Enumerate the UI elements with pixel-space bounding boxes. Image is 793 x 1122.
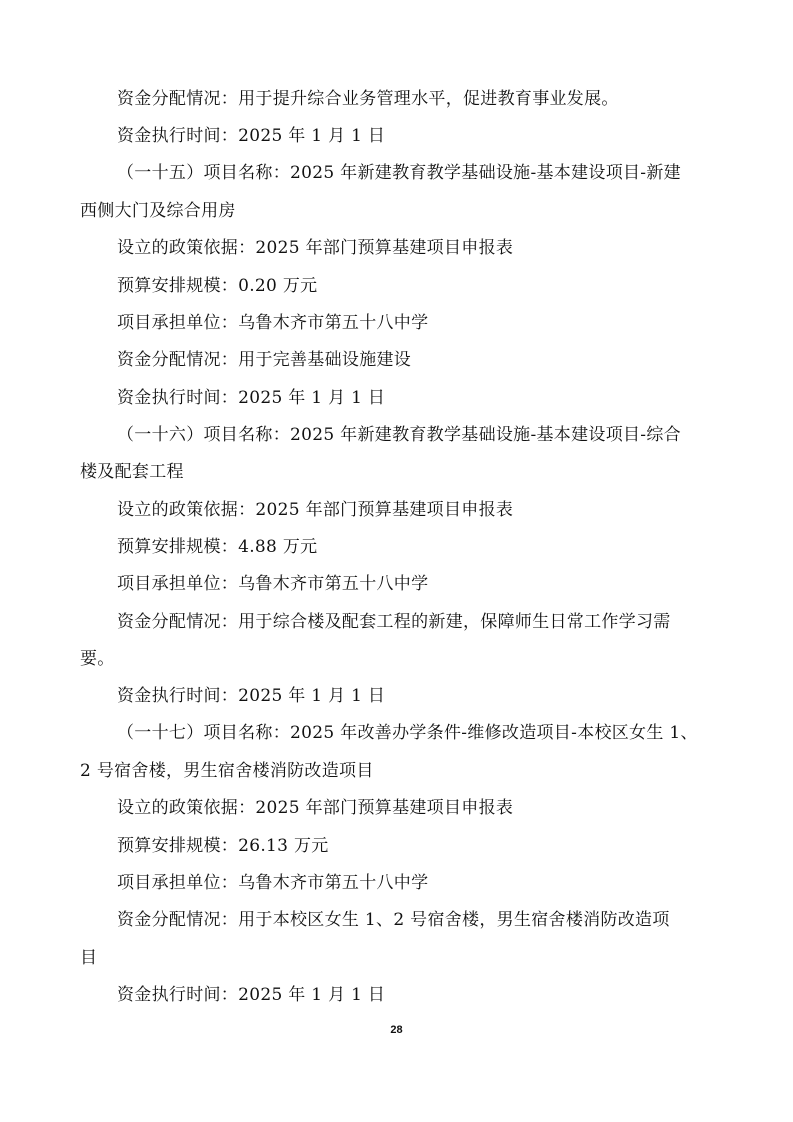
paragraph-line: 项目承担单位：乌鲁木齐市第五十八中学: [117, 574, 429, 594]
paragraph-line: 项目承担单位：乌鲁木齐市第五十八中学: [117, 313, 429, 333]
paragraph-line: 资金执行时间：2025 年 1 月 1 日: [117, 686, 386, 706]
paragraph-line: 项目承担单位：乌鲁木齐市第五十八中学: [117, 873, 429, 893]
paragraph-line: 资金执行时间：2025 年 1 月 1 日: [117, 985, 386, 1005]
section-heading-continued: 西侧大门及综合用房: [80, 201, 236, 221]
section-heading: （一十五）项目名称：2025 年新建教育教学基础设施-基本建设项目-新建: [117, 163, 681, 183]
paragraph-line: 资金执行时间：2025 年 1 月 1 日: [117, 388, 386, 408]
paragraph-line: 预算安排规模：26.13 万元: [117, 836, 329, 856]
section-heading: （一十六）项目名称：2025 年新建教育教学基础设施-基本建设项目-综合: [117, 425, 681, 445]
paragraph-line: 资金分配情况：用于完善基础设施建设: [117, 350, 412, 370]
paragraph-line: 资金执行时间：2025 年 1 月 1 日: [117, 126, 386, 146]
paragraph-line: 设立的政策依据：2025 年部门预算基建项目申报表: [117, 500, 514, 520]
paragraph-line: 资金分配情况：用于综合楼及配套工程的新建，保障师生日常工作学习需: [117, 612, 671, 632]
paragraph-line-continued: 目: [80, 948, 98, 968]
paragraph-line: 设立的政策依据：2025 年部门预算基建项目申报表: [117, 798, 514, 818]
section-heading-continued: 楼及配套工程: [80, 462, 184, 482]
section-heading: （一十七）项目名称：2025 年改善办学条件-维修改造项目-本校区女生 1、: [117, 723, 698, 743]
page-number: 28: [390, 1024, 403, 1036]
section-heading-continued: 2 号宿舍楼，男生宿舍楼消防改造项目: [80, 761, 374, 781]
paragraph-line-continued: 要。: [80, 649, 115, 669]
paragraph-line: 资金分配情况：用于本校区女生 1、2 号宿舍楼，男生宿舍楼消防改造项: [117, 910, 670, 930]
paragraph-line: 资金分配情况：用于提升综合业务管理水平，促进教育事业发展。: [117, 89, 619, 109]
paragraph-line: 设立的政策依据：2025 年部门预算基建项目申报表: [117, 238, 514, 258]
paragraph-line: 预算安排规模：0.20 万元: [117, 276, 318, 296]
paragraph-line: 预算安排规模：4.88 万元: [117, 537, 318, 557]
